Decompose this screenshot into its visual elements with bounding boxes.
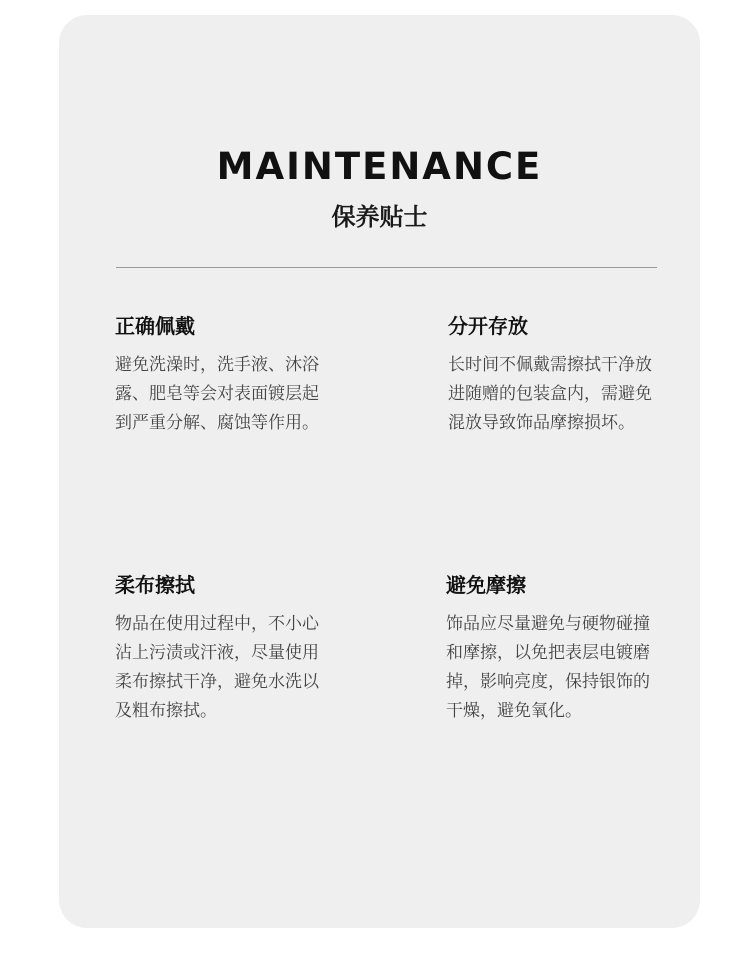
tip-body: 避免洗澡时，洗手液、沐浴露、肥皂等会对表面镀层起到严重分解、腐蚀等作用。 bbox=[115, 355, 319, 433]
page-title: MAINTENANCE bbox=[216, 145, 543, 188]
tip-body: 物品在使用过程中，不小心沾上污渍或汗液，尽量使用柔布擦拭干净，避免水洗以及粗布擦拭。 bbox=[115, 614, 319, 721]
tip-title: 分开存放 bbox=[448, 314, 528, 338]
tip-section-friction bbox=[446, 571, 661, 726]
tip-section-wearing bbox=[115, 312, 330, 438]
maintenance-card bbox=[59, 15, 700, 928]
page-subtitle: 保养贴士 bbox=[331, 203, 428, 231]
tip-title: 避免摩擦 bbox=[446, 573, 526, 597]
tip-section-storage bbox=[448, 312, 663, 438]
tip-title: 柔布擦拭 bbox=[115, 573, 195, 597]
tip-section-cleaning bbox=[115, 571, 330, 726]
tip-body: 长时间不佩戴需擦拭干净放进随赠的包装盒内，需避免混放导致饰品摩擦损坏。 bbox=[448, 355, 652, 433]
tip-title: 正确佩戴 bbox=[115, 314, 195, 338]
divider bbox=[116, 267, 657, 268]
tip-body: 饰品应尽量避免与硬物碰撞和摩擦，以免把表层电镀磨掉，影响亮度，保持银饰的干燥，避免氧化。 bbox=[446, 614, 650, 721]
